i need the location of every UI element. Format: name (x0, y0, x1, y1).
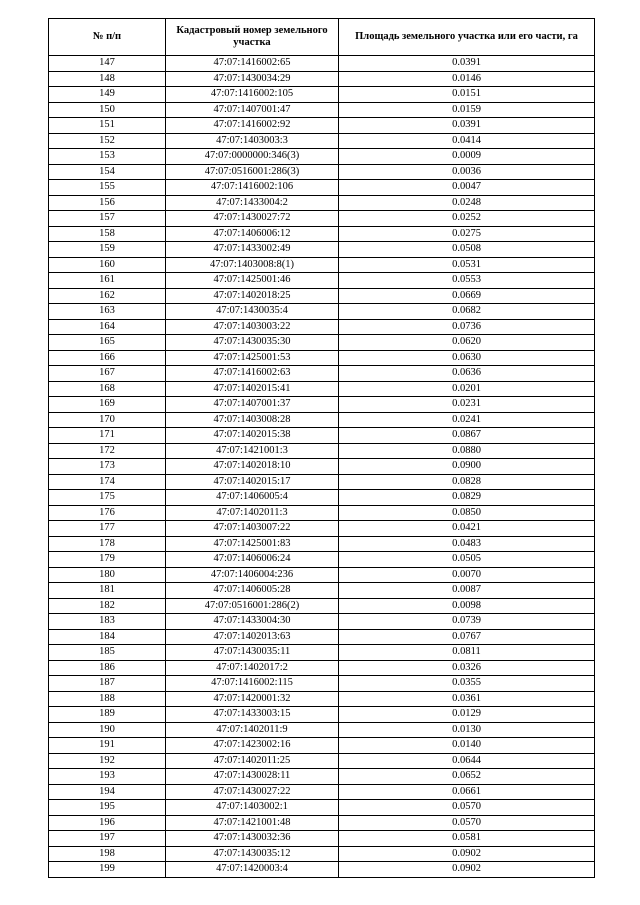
cell-cadastral-number: 47:07:1421001:3 (166, 443, 339, 459)
cell-cadastral-number: 47:07:1416002:63 (166, 366, 339, 382)
table-row (49, 784, 595, 800)
cell-area: 0.0620 (339, 335, 595, 351)
parcels-table (48, 18, 595, 878)
cell-cadastral-number: 47:07:1433002:49 (166, 242, 339, 258)
cell-area: 0.0828 (339, 474, 595, 490)
table-row (49, 707, 595, 723)
cell-number: 158 (49, 226, 166, 242)
table-row (49, 753, 595, 769)
cell-cadastral-number: 47:07:1416002:105 (166, 87, 339, 103)
cell-cadastral-number: 47:07:1403008:8(1) (166, 257, 339, 273)
cell-cadastral-number: 47:07:1433004:30 (166, 614, 339, 630)
cell-cadastral-number: 47:07:1403003:3 (166, 133, 339, 149)
cell-area: 0.0570 (339, 800, 595, 816)
cell-area: 0.0581 (339, 831, 595, 847)
cell-cadastral-number: 47:07:1416002:115 (166, 676, 339, 692)
cell-cadastral-number: 47:07:1406006:24 (166, 552, 339, 568)
table-row (49, 87, 595, 103)
cell-number: 166 (49, 350, 166, 366)
cell-cadastral-number: 47:07:1407001:37 (166, 397, 339, 413)
cell-area: 0.0140 (339, 738, 595, 754)
table-row (49, 722, 595, 738)
table-row (49, 397, 595, 413)
cell-area: 0.0130 (339, 722, 595, 738)
cell-cadastral-number: 47:07:1430032:36 (166, 831, 339, 847)
cell-number: 155 (49, 180, 166, 196)
table-row (49, 71, 595, 87)
table-row (49, 815, 595, 831)
table-row (49, 164, 595, 180)
cell-cadastral-number: 47:07:1403002:1 (166, 800, 339, 816)
cell-area: 0.0867 (339, 428, 595, 444)
cell-number: 195 (49, 800, 166, 816)
cell-cadastral-number: 47:07:1433003:15 (166, 707, 339, 723)
table-row (49, 242, 595, 258)
cell-cadastral-number: 47:07:0516001:286(3) (166, 164, 339, 180)
cell-cadastral-number: 47:07:1403008:28 (166, 412, 339, 428)
cell-number: 163 (49, 304, 166, 320)
cell-number: 157 (49, 211, 166, 227)
cell-area: 0.0391 (339, 56, 595, 72)
table-row (49, 490, 595, 506)
cell-number: 184 (49, 629, 166, 645)
cell-number: 170 (49, 412, 166, 428)
cell-cadastral-number: 47:07:1403007:22 (166, 521, 339, 537)
cell-area: 0.0326 (339, 660, 595, 676)
cell-number: 191 (49, 738, 166, 754)
table-row (49, 133, 595, 149)
cell-area: 0.0829 (339, 490, 595, 506)
cell-cadastral-number: 47:07:1425001:46 (166, 273, 339, 289)
table-row (49, 180, 595, 196)
cell-area: 0.0636 (339, 366, 595, 382)
table-row (49, 862, 595, 878)
cell-area: 0.0902 (339, 862, 595, 878)
cell-area: 0.0231 (339, 397, 595, 413)
cell-cadastral-number: 47:07:1416002:92 (166, 118, 339, 134)
table-row (49, 583, 595, 599)
cell-cadastral-number: 47:07:1402017:2 (166, 660, 339, 676)
cell-number: 150 (49, 102, 166, 118)
cell-cadastral-number: 47:07:1430028:11 (166, 769, 339, 785)
cell-cadastral-number: 47:07:1402015:17 (166, 474, 339, 490)
cell-number: 185 (49, 645, 166, 661)
table-row (49, 536, 595, 552)
cell-area: 0.0902 (339, 846, 595, 862)
table-row (49, 257, 595, 273)
cell-area: 0.0252 (339, 211, 595, 227)
cell-area: 0.0682 (339, 304, 595, 320)
cell-area: 0.0009 (339, 149, 595, 165)
cell-area: 0.0553 (339, 273, 595, 289)
header-cadastral-number: Кадастровый номер земельного участка (166, 19, 339, 56)
cell-cadastral-number: 47:07:1430034:29 (166, 71, 339, 87)
cell-cadastral-number: 47:07:1406005:28 (166, 583, 339, 599)
cell-area: 0.0421 (339, 521, 595, 537)
cell-number: 171 (49, 428, 166, 444)
cell-number: 192 (49, 753, 166, 769)
cell-area: 0.0159 (339, 102, 595, 118)
table-row (49, 459, 595, 475)
cell-cadastral-number: 47:07:1420003:4 (166, 862, 339, 878)
cell-number: 186 (49, 660, 166, 676)
table-row (49, 412, 595, 428)
cell-cadastral-number: 47:07:1406006:12 (166, 226, 339, 242)
table-row (49, 676, 595, 692)
cell-area: 0.0146 (339, 71, 595, 87)
cell-number: 147 (49, 56, 166, 72)
cell-area: 0.0508 (339, 242, 595, 258)
cell-number: 198 (49, 846, 166, 862)
cell-area: 0.0669 (339, 288, 595, 304)
table-row (49, 381, 595, 397)
table-body (49, 56, 595, 878)
cell-cadastral-number: 47:07:1402011:9 (166, 722, 339, 738)
cell-area: 0.0098 (339, 598, 595, 614)
table-row (49, 846, 595, 862)
cell-area: 0.0630 (339, 350, 595, 366)
cell-area: 0.0900 (339, 459, 595, 475)
cell-cadastral-number: 47:07:1402018:10 (166, 459, 339, 475)
header-area: Площадь земельного участка или его части, га (339, 19, 595, 56)
cell-cadastral-number: 47:07:1402018:25 (166, 288, 339, 304)
cell-number: 172 (49, 443, 166, 459)
table-row (49, 319, 595, 335)
table-row (49, 102, 595, 118)
cell-area: 0.0644 (339, 753, 595, 769)
cell-cadastral-number: 47:07:1406004:236 (166, 567, 339, 583)
cell-number: 199 (49, 862, 166, 878)
cell-number: 196 (49, 815, 166, 831)
cell-area: 0.0129 (339, 707, 595, 723)
cell-number: 165 (49, 335, 166, 351)
cell-area: 0.0661 (339, 784, 595, 800)
cell-area: 0.0248 (339, 195, 595, 211)
cell-number: 175 (49, 490, 166, 506)
table-row (49, 149, 595, 165)
cell-number: 161 (49, 273, 166, 289)
table-row (49, 738, 595, 754)
cell-cadastral-number: 47:07:1406005:4 (166, 490, 339, 506)
table-row (49, 505, 595, 521)
cell-number: 153 (49, 149, 166, 165)
table-row (49, 195, 595, 211)
cell-area: 0.0570 (339, 815, 595, 831)
table-row (49, 211, 595, 227)
cell-cadastral-number: 47:07:1430035:11 (166, 645, 339, 661)
table-row (49, 335, 595, 351)
document-page (48, 18, 594, 878)
cell-cadastral-number: 47:07:1402015:41 (166, 381, 339, 397)
cell-area: 0.0652 (339, 769, 595, 785)
cell-number: 193 (49, 769, 166, 785)
cell-cadastral-number: 47:07:0516001:286(2) (166, 598, 339, 614)
cell-number: 149 (49, 87, 166, 103)
cell-number: 177 (49, 521, 166, 537)
table-row (49, 226, 595, 242)
cell-number: 151 (49, 118, 166, 134)
cell-number: 168 (49, 381, 166, 397)
table-row (49, 552, 595, 568)
table-row (49, 428, 595, 444)
cell-number: 187 (49, 676, 166, 692)
cell-cadastral-number: 47:07:1430035:30 (166, 335, 339, 351)
cell-number: 148 (49, 71, 166, 87)
table-row (49, 304, 595, 320)
cell-number: 181 (49, 583, 166, 599)
cell-cadastral-number: 47:07:1421001:48 (166, 815, 339, 831)
cell-cadastral-number: 47:07:1425001:83 (166, 536, 339, 552)
table-row (49, 350, 595, 366)
cell-cadastral-number: 47:07:1430035:4 (166, 304, 339, 320)
cell-number: 152 (49, 133, 166, 149)
cell-area: 0.0414 (339, 133, 595, 149)
cell-area: 0.0047 (339, 180, 595, 196)
cell-cadastral-number: 47:07:1420001:32 (166, 691, 339, 707)
cell-area: 0.0531 (339, 257, 595, 273)
cell-cadastral-number: 47:07:1430035:12 (166, 846, 339, 862)
cell-area: 0.0201 (339, 381, 595, 397)
cell-cadastral-number: 47:07:1402011:25 (166, 753, 339, 769)
table-row (49, 474, 595, 490)
cell-cadastral-number: 47:07:1416002:65 (166, 56, 339, 72)
table-row (49, 691, 595, 707)
cell-number: 190 (49, 722, 166, 738)
table-row (49, 660, 595, 676)
cell-cadastral-number: 47:07:1402015:38 (166, 428, 339, 444)
cell-number: 156 (49, 195, 166, 211)
table-row (49, 629, 595, 645)
cell-area: 0.0767 (339, 629, 595, 645)
table-row (49, 288, 595, 304)
table-row (49, 443, 595, 459)
cell-number: 160 (49, 257, 166, 273)
cell-area: 0.0483 (339, 536, 595, 552)
cell-area: 0.0241 (339, 412, 595, 428)
cell-number: 197 (49, 831, 166, 847)
cell-number: 178 (49, 536, 166, 552)
cell-cadastral-number: 47:07:1416002:106 (166, 180, 339, 196)
cell-number: 188 (49, 691, 166, 707)
cell-cadastral-number: 47:07:1425001:53 (166, 350, 339, 366)
cell-cadastral-number: 47:07:1403003:22 (166, 319, 339, 335)
cell-area: 0.0391 (339, 118, 595, 134)
cell-area: 0.0151 (339, 87, 595, 103)
cell-number: 189 (49, 707, 166, 723)
cell-cadastral-number: 47:07:1407001:47 (166, 102, 339, 118)
cell-area: 0.0036 (339, 164, 595, 180)
table-row (49, 56, 595, 72)
cell-number: 183 (49, 614, 166, 630)
table-row (49, 645, 595, 661)
table-row (49, 769, 595, 785)
cell-cadastral-number: 47:07:1423002:16 (166, 738, 339, 754)
cell-number: 179 (49, 552, 166, 568)
table-row (49, 598, 595, 614)
table-row (49, 366, 595, 382)
cell-area: 0.0736 (339, 319, 595, 335)
cell-cadastral-number: 47:07:1402013:63 (166, 629, 339, 645)
cell-number: 176 (49, 505, 166, 521)
cell-area: 0.0880 (339, 443, 595, 459)
cell-area: 0.0811 (339, 645, 595, 661)
table-row (49, 273, 595, 289)
cell-number: 174 (49, 474, 166, 490)
header-number: № п/п (49, 19, 166, 56)
cell-number: 162 (49, 288, 166, 304)
cell-area: 0.0739 (339, 614, 595, 630)
cell-area: 0.0087 (339, 583, 595, 599)
cell-number: 180 (49, 567, 166, 583)
cell-area: 0.0355 (339, 676, 595, 692)
table-row (49, 614, 595, 630)
cell-number: 194 (49, 784, 166, 800)
table-row (49, 118, 595, 134)
table-row (49, 567, 595, 583)
cell-number: 169 (49, 397, 166, 413)
cell-cadastral-number: 47:07:0000000:346(3) (166, 149, 339, 165)
table-row (49, 521, 595, 537)
cell-number: 154 (49, 164, 166, 180)
table-row (49, 831, 595, 847)
cell-cadastral-number: 47:07:1433004:2 (166, 195, 339, 211)
cell-number: 173 (49, 459, 166, 475)
cell-number: 182 (49, 598, 166, 614)
cell-cadastral-number: 47:07:1430027:72 (166, 211, 339, 227)
cell-area: 0.0850 (339, 505, 595, 521)
cell-number: 167 (49, 366, 166, 382)
cell-area: 0.0070 (339, 567, 595, 583)
cell-cadastral-number: 47:07:1402011:3 (166, 505, 339, 521)
cell-cadastral-number: 47:07:1430027:22 (166, 784, 339, 800)
table-header-row (49, 19, 595, 56)
cell-area: 0.0505 (339, 552, 595, 568)
cell-number: 164 (49, 319, 166, 335)
cell-number: 159 (49, 242, 166, 258)
cell-area: 0.0275 (339, 226, 595, 242)
cell-area: 0.0361 (339, 691, 595, 707)
table-row (49, 800, 595, 816)
